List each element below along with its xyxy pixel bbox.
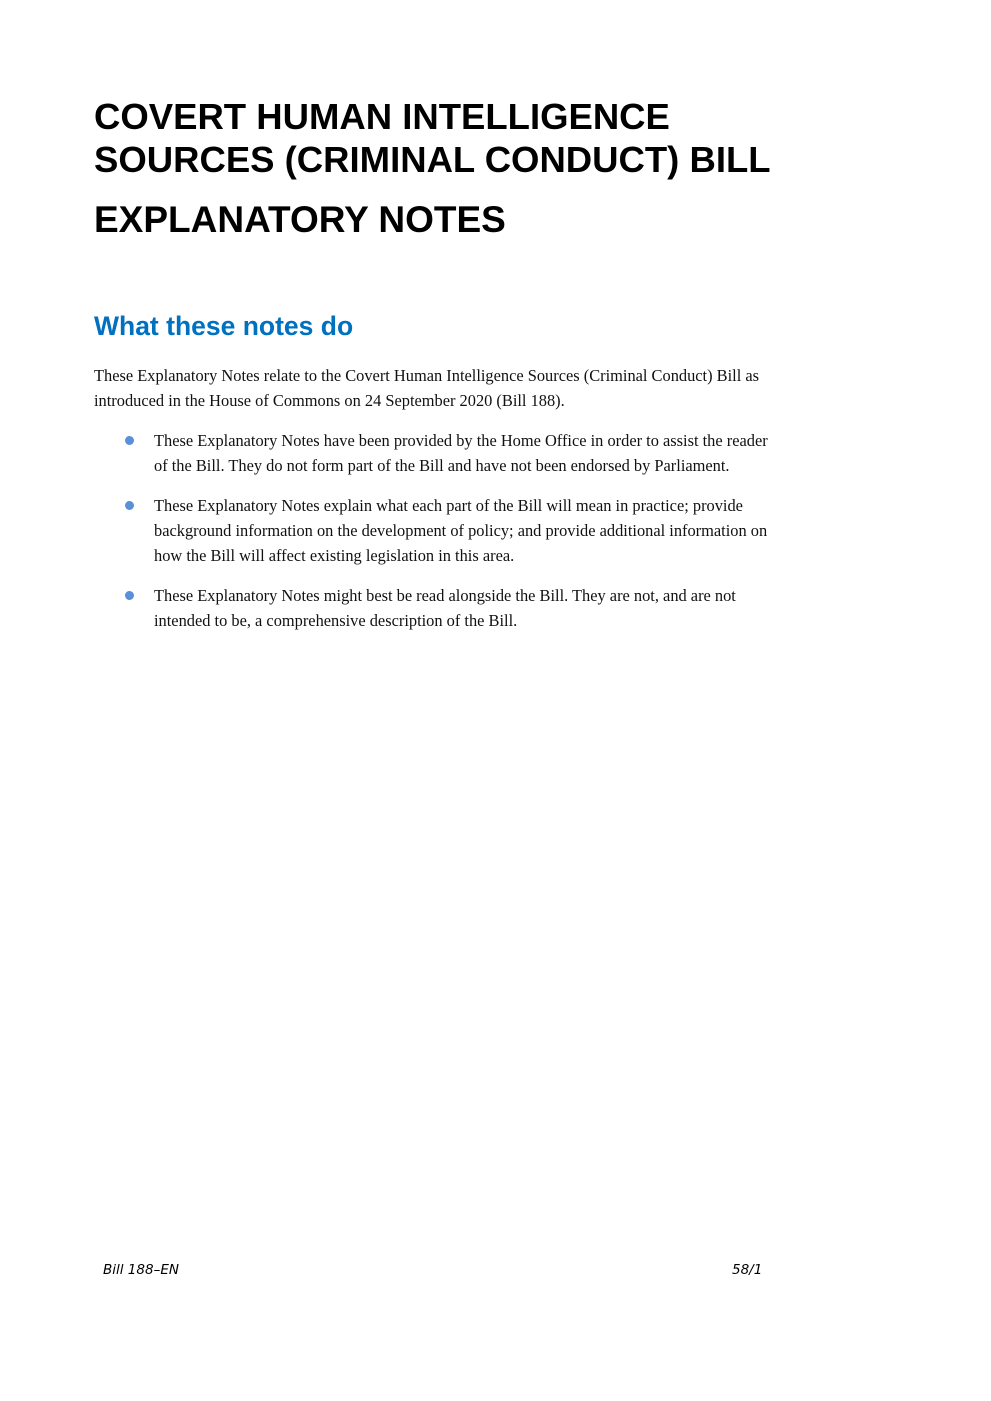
text-line: background information on the development of policy; and provide additional information on: [154, 521, 768, 540]
bullet-dot-icon: [125, 436, 134, 445]
text-line: These Explanatory Notes relate to the Covert Human Intelligence Sources (Criminal Conduct) Bill as: [94, 366, 760, 385]
title-line: COVERT HUMAN INTELLIGENCE: [94, 96, 670, 137]
text-line: how the Bill will affect existing legislation in this area.: [154, 546, 515, 565]
text-line: introduced in the House of Commons on 24 September 2020 (Bill 188).: [94, 391, 565, 410]
bullet-dot-icon: [125, 591, 134, 600]
title-line: SOURCES (CRIMINAL CONDUCT) BILL: [94, 139, 771, 180]
footer-page-ref: 58/1: [732, 1262, 763, 1278]
bullet-item: [154, 493, 767, 568]
bullet-item: [154, 428, 768, 478]
text-line: These Explanatory Notes have been provided by the Home Office in order to assist the reader: [154, 431, 768, 450]
bullet-dot-icon: [125, 501, 134, 510]
footer-bill-number: Bill 188–EN: [103, 1262, 179, 1278]
text-line: These Explanatory Notes might best be read alongside the Bill. They are not, and are not: [154, 586, 736, 605]
bullet-item: [154, 583, 736, 633]
document-subtitle: EXPLANATORY NOTES: [94, 199, 506, 240]
text-line: of the Bill. They do not form part of the Bill and have not been endorsed by Parliament.: [154, 456, 730, 475]
section-heading: What these notes do: [94, 311, 354, 341]
document-title: [94, 95, 771, 181]
text-line: intended to be, a comprehensive description of the Bill.: [154, 611, 518, 630]
intro-paragraph: [94, 363, 759, 413]
text-line: These Explanatory Notes explain what each part of the Bill will mean in practice; provide: [154, 496, 743, 515]
